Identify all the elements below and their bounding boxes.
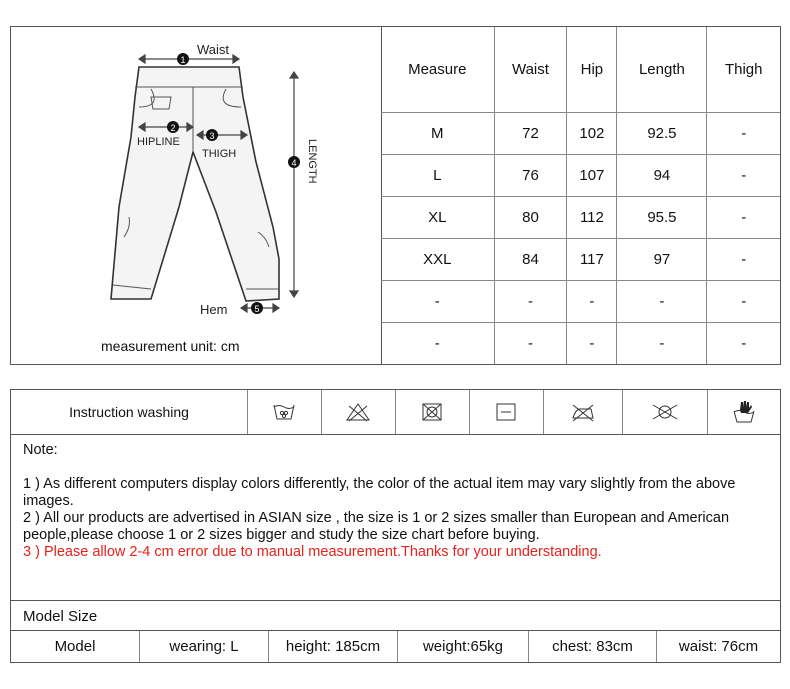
- marker-5-text: 5: [254, 304, 260, 314]
- note-line-3: 3 ) Please allow 2-4 cm error due to manual measurement.Thanks for your understanding.: [23, 544, 602, 560]
- marker-1-text: 1: [180, 55, 186, 65]
- care-notes-section: [10, 389, 781, 663]
- table-cell: 80: [494, 196, 567, 238]
- table-cell: 112: [567, 196, 617, 238]
- table-cell: 97: [617, 239, 707, 281]
- model-cell-waist: waist: 76cm: [678, 638, 759, 655]
- table-row: [381, 154, 780, 196]
- table-cell: L: [381, 154, 494, 196]
- thigh-label: THIGH: [202, 148, 237, 160]
- hem-label: Hem: [200, 302, 228, 317]
- size-table-header-row: [381, 27, 780, 112]
- table-cell: 84: [494, 239, 567, 281]
- marker-3-text: 3: [209, 131, 215, 141]
- hipline-label: HIPLINE: [137, 136, 180, 148]
- table-cell: M: [381, 112, 494, 154]
- table-cell: -: [707, 154, 780, 196]
- measurement-unit-label: measurement unit: cm: [101, 338, 240, 354]
- table-row: [381, 239, 780, 281]
- note-line-1: 1 ) As different computers display colors differently, the color of the actual item may vary slightly from the above images.: [23, 476, 736, 509]
- table-cell: 102: [567, 112, 617, 154]
- table-cell: -: [381, 323, 494, 364]
- pants-illustration: [11, 27, 381, 327]
- table-cell: -: [707, 112, 780, 154]
- model-table: [11, 631, 780, 662]
- do-not-tumble-dry-icon: [395, 390, 469, 435]
- table-cell: 95.5: [617, 196, 707, 238]
- size-table: [381, 27, 780, 364]
- header-measure: Measure: [381, 27, 494, 112]
- table-cell: 107: [567, 154, 617, 196]
- header-length: Length: [617, 27, 707, 112]
- table-cell: -: [494, 323, 567, 364]
- table-row: [381, 196, 780, 238]
- care-instructions-table: [11, 390, 780, 435]
- do-not-bleach-icon: [321, 390, 395, 435]
- table-cell: -: [707, 281, 780, 323]
- marker-4-text: 4: [291, 158, 297, 168]
- table-cell: 94: [617, 154, 707, 196]
- table-cell: -: [707, 239, 780, 281]
- length-label: LENGTH: [306, 139, 318, 184]
- table-cell: -: [707, 196, 780, 238]
- notes-block: [23, 442, 773, 561]
- table-cell: XL: [381, 196, 494, 238]
- table-cell: -: [707, 323, 780, 364]
- header-waist: Waist: [494, 27, 567, 112]
- table-row: [381, 323, 780, 364]
- hand-wash-only-icon: [707, 390, 780, 435]
- waist-label: Waist: [197, 42, 230, 57]
- model-cell-weight: weight:65kg: [398, 631, 529, 662]
- model-cell-label: Model: [11, 631, 140, 662]
- header-hip: Hip: [567, 27, 617, 112]
- do-not-dry-clean-icon: [623, 390, 708, 435]
- table-cell: 76: [494, 154, 567, 196]
- header-thigh: Thigh: [707, 27, 780, 112]
- table-cell: -: [381, 281, 494, 323]
- size-chart-section: [10, 26, 781, 365]
- table-cell: 117: [567, 239, 617, 281]
- model-size-header: [11, 600, 780, 631]
- instruction-washing-label: Instruction washing: [11, 390, 248, 435]
- pants-outline: [111, 67, 279, 301]
- hand-wash-icon: [248, 390, 322, 435]
- model-cell-chest: chest: 83cm: [529, 631, 657, 662]
- model-size-title: Model Size: [23, 608, 98, 625]
- table-row: [381, 281, 780, 323]
- table-cell: -: [617, 323, 707, 364]
- note-line-2: 2 ) All our products are advertised in ASIAN size , the size is 1 or 2 sizes smaller than European and American people,please choose 1 or 2 sizes bigger and study the size chart before buying.: [23, 510, 730, 543]
- model-cell-height: height: 185cm: [269, 631, 398, 662]
- pants-diagram: [11, 27, 382, 364]
- model-cell-wearing: wearing: L: [140, 631, 269, 662]
- note-title: Note:: [23, 442, 58, 458]
- table-cell: -: [567, 323, 617, 364]
- dry-flat-icon: [469, 390, 543, 435]
- table-cell: 72: [494, 112, 567, 154]
- table-cell: XXL: [381, 239, 494, 281]
- table-cell: 92.5: [617, 112, 707, 154]
- table-cell: -: [494, 281, 567, 323]
- table-row: [381, 112, 780, 154]
- table-cell: -: [617, 281, 707, 323]
- do-not-iron-icon: [543, 390, 622, 435]
- marker-2-text: 2: [170, 123, 176, 133]
- table-cell: -: [567, 281, 617, 323]
